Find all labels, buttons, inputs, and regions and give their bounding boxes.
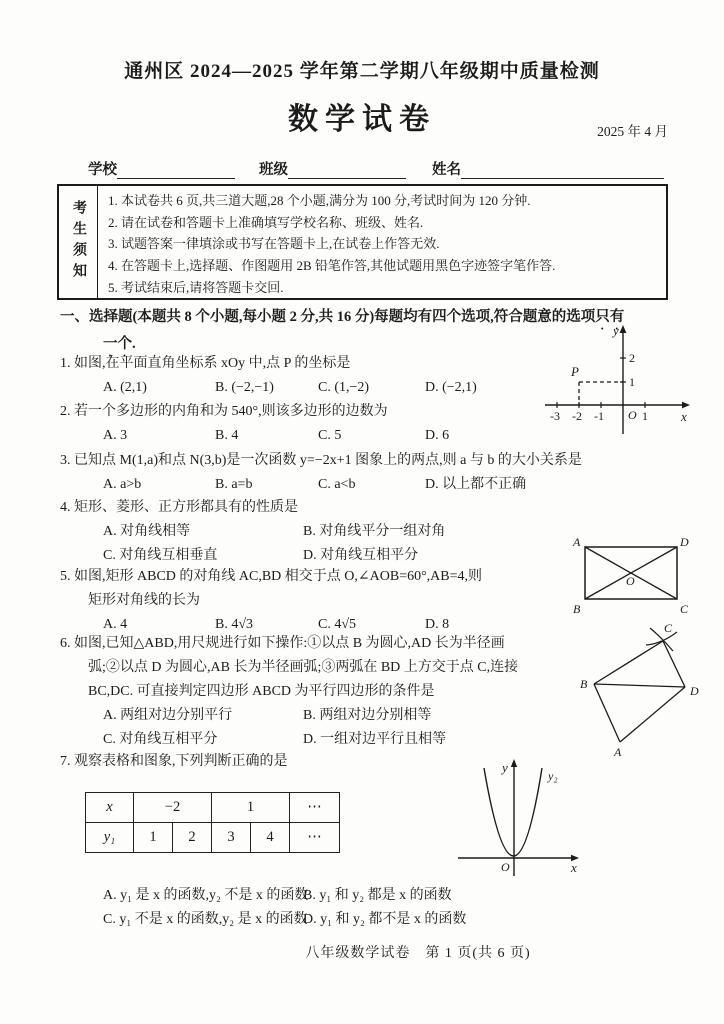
q7-fig-y-axis-label: y — [502, 760, 508, 775]
q7-table-x-ellipsis: ⋯ — [290, 793, 340, 823]
question-5 — [60, 565, 565, 637]
question-4 — [60, 496, 620, 568]
question-1 — [60, 352, 540, 400]
notice-items — [98, 186, 666, 298]
q7-option-b: B. y₁ 和 y₂ 都是 x 的函数 — [303, 888, 452, 903]
class-label: 班级 — [259, 162, 288, 178]
question-4-text: 矩形、菱形、正方形都具有的性质是 — [74, 500, 298, 515]
question-4-number: 4. — [60, 500, 71, 515]
q7-fig-x-axis-label: x — [571, 860, 577, 875]
q5-fig-label-a: A — [573, 535, 581, 549]
q7-table-y1-val3: 3 — [212, 823, 251, 853]
q1-option-c: C. (1,−2) — [318, 380, 370, 395]
q7-value-table — [85, 792, 340, 853]
notice-side-label: 考生须知 — [59, 186, 98, 298]
question-2 — [60, 400, 620, 448]
question-6 — [60, 632, 570, 752]
notice-box — [57, 184, 668, 300]
question-2-number: 2. — [60, 404, 71, 419]
q1-fig-tick-neg3: -3 — [550, 409, 560, 423]
q7-table-row-x — [86, 793, 340, 823]
q3-option-c: C. a<b — [318, 477, 356, 492]
subject-title: 数学试卷 — [288, 103, 436, 136]
notice-item-5: 5. 考试结束后,请将答题卡交回. — [108, 279, 284, 295]
notice-item-2: 2. 请在试卷和答题卡上准确填写学校名称、班级、姓名. — [108, 214, 424, 230]
q6-fig-label-d: D — [690, 684, 699, 698]
question-3-number: 3. — [60, 453, 71, 468]
q4-option-d: D. 对角线互相平分 — [303, 548, 419, 563]
exam-date: 2025 年 4 月 — [597, 124, 668, 139]
q7-table-x-val1: −2 — [134, 793, 212, 823]
q1-fig-x-axis-label: x — [681, 409, 687, 424]
section1-heading: 一、选择题(本题共 8 个小题,每小题 2 分,共 16 分)每题均有四个选项,符合题意的选项只有 一个. — [60, 309, 625, 352]
q2-option-c: C. 5 — [318, 428, 342, 443]
q1-fig-origin-label: O — [628, 408, 637, 422]
question-6-text-line2: 弧;②以点 D 为圆心,AB 长为半径画弧;③两弧在 BD 上方交于点 C,连接 — [88, 660, 519, 675]
q7-option-c: C. y₁ 不是 x 的函数,y₂ 是 x 的函数 — [103, 912, 308, 927]
q1-option-a: A. (2,1) — [103, 380, 147, 395]
q5-fig-label-d: D — [680, 535, 689, 549]
q3-option-d: D. 以上都不正确 — [425, 477, 527, 492]
q4-option-c: C. 对角线互相垂直 — [103, 548, 218, 563]
question-1-options — [60, 376, 540, 400]
question-2-text: 若一个多边形的内角和为 540°,则该多边形的边数为 — [74, 404, 388, 419]
question-7-text: 观察表格和图象,下列判断正确的是 — [74, 754, 288, 769]
notice-item-4: 4. 在答题卡上,选择题、作图题用 2B 铅笔作答,其他试题用黑色字迹签字笔作答. — [108, 258, 556, 274]
q1-fig-tick-y2: 2 — [629, 351, 635, 365]
q2-option-a: A. 3 — [103, 428, 128, 443]
q3-option-b: B. a=b — [215, 477, 253, 492]
q6-option-b: B. 两组对边分别相等 — [303, 708, 432, 723]
question-6-options-row1 — [60, 704, 570, 728]
q5-rectangle-figure — [570, 533, 692, 617]
q2-option-d: D. 6 — [425, 428, 450, 443]
question-7-options — [60, 884, 660, 932]
q1-option-d: D. (−2,1) — [425, 380, 477, 395]
page-footer: 八年级数学试卷 第 1 页(共 6 页) — [305, 946, 531, 961]
q1-option-b: B. (−2,−1) — [215, 380, 274, 395]
student-info-row — [88, 158, 664, 179]
question-6-text-line1: 如图,已知△ABD,用尺规进行如下操作:①以点 B 为圆心,AD 长为半径画 — [74, 636, 505, 651]
q4-option-a: A. 对角线相等 — [103, 524, 191, 539]
section1-heading-text: 一、选择题(本题共 8 个小题,每小题 2 分,共 16 分)每题均有四个选项,符合题意的选项 — [60, 309, 596, 325]
q7-fig-origin-label: O — [501, 860, 510, 874]
q7-table-x-header: x — [86, 793, 134, 823]
section1-emphasis-yige: 一个 — [103, 336, 132, 352]
section1-emphasis-zhiyou: 只有 — [595, 309, 625, 325]
question-3-options — [60, 473, 680, 497]
q7-table-y1-val2: 2 — [173, 823, 212, 853]
q4-option-b: B. 对角线平分一组对角 — [303, 524, 446, 539]
q1-fig-y-axis-label: y — [613, 323, 619, 338]
q1-fig-tick-neg1: -1 — [594, 409, 604, 423]
q5-option-d: D. 8 — [425, 617, 450, 632]
notice-item-3: 3. 试题答案一律填涂或书写在答题卡上,在试卷上作答无效. — [108, 236, 440, 252]
question-2-options — [60, 424, 620, 448]
q7-option-d: D. y₁ 和 y₂ 都不是 x 的函数 — [303, 912, 467, 927]
exam-title: 通州区 2024—2025 学年第二学期八年级期中质量检测 — [124, 61, 600, 82]
question-1-text: 如图,在平面直角坐标系 xOy 中,点 P 的坐标是 — [74, 356, 351, 371]
name-blank — [461, 163, 664, 179]
name-label: 姓名 — [432, 162, 461, 178]
q6-fig-label-a: A — [614, 745, 622, 759]
notice-item-1: 1. 本试卷共 6 页,共三道大题,28 个小题,满分为 100 分,考试时间为 120 分钟. — [108, 193, 531, 208]
question-3 — [60, 449, 680, 497]
question-3-text: 已知点 M(1,a)和点 N(3,b)是一次函数 y=−2x+1 图象上的两点,则 a 与 b 的大小关系是 — [74, 453, 582, 468]
question-7-options-row2 — [60, 908, 660, 932]
q6-option-c: C. 对角线互相平分 — [103, 732, 218, 747]
q3-option-a: A. a>b — [103, 477, 142, 492]
question-1-number: 1. — [60, 356, 71, 371]
q6-fig-label-c: C — [664, 621, 673, 635]
question-5-text-line2: 矩形对角线的长为 — [88, 593, 200, 608]
q1-fig-point-p-label: P — [571, 364, 579, 379]
q7-table-y1-ellipsis: ⋯ — [290, 823, 340, 853]
school-blank — [117, 163, 235, 179]
q5-fig-label-b: B — [573, 602, 581, 616]
q7-parabola-figure — [452, 756, 587, 881]
q7-table-x-val2: 1 — [212, 793, 290, 823]
question-6-number: 6. — [60, 636, 71, 651]
question-4-options-row1 — [60, 520, 620, 544]
question-7-options-row1 — [60, 884, 660, 908]
q6-option-d: D. 一组对边平行且相等 — [303, 732, 447, 747]
q5-option-c: C. 4√5 — [318, 617, 357, 632]
q7-table-y1-val1: 1 — [134, 823, 173, 853]
question-7-number: 7. — [60, 754, 71, 769]
q7-table-y1-header: y₁ — [86, 823, 134, 853]
q2-option-b: B. 4 — [215, 428, 239, 443]
question-5-number: 5. — [60, 569, 71, 584]
q5-option-a: A. 4 — [103, 617, 128, 632]
q6-construction-figure — [578, 620, 713, 760]
question-5-text-line1: 如图,矩形 ABCD 的对角线 AC,BD 相交于点 O,∠AOB=60°,AB=4,则 — [74, 569, 483, 584]
q5-option-b: B. 4√3 — [215, 617, 254, 632]
q1-fig-tick-y1: 1 — [629, 375, 635, 389]
class-blank — [288, 163, 406, 179]
question-6-text-line3: BC,DC. 可直接判定四边形 ABCD 为平行四边形的条件是 — [88, 684, 435, 699]
q7-fig-curve-label: y₂ — [548, 769, 558, 783]
q7-table-row-y1 — [86, 823, 340, 853]
school-label: 学校 — [88, 162, 117, 178]
q7-option-a: A. y₁ 是 x 的函数,y₂ 不是 x 的函数 — [103, 888, 309, 903]
q1-fig-tick-neg2: -2 — [572, 409, 582, 423]
question-6-options-row2 — [60, 728, 570, 752]
q7-table-y1-val4: 4 — [251, 823, 290, 853]
q6-fig-label-b: B — [580, 677, 588, 691]
q5-fig-label-o: O — [626, 574, 635, 588]
q6-option-a: A. 两组对边分别平行 — [103, 708, 233, 723]
q5-fig-label-c: C — [680, 602, 689, 616]
q1-fig-tick-pos1: 1 — [642, 409, 648, 423]
